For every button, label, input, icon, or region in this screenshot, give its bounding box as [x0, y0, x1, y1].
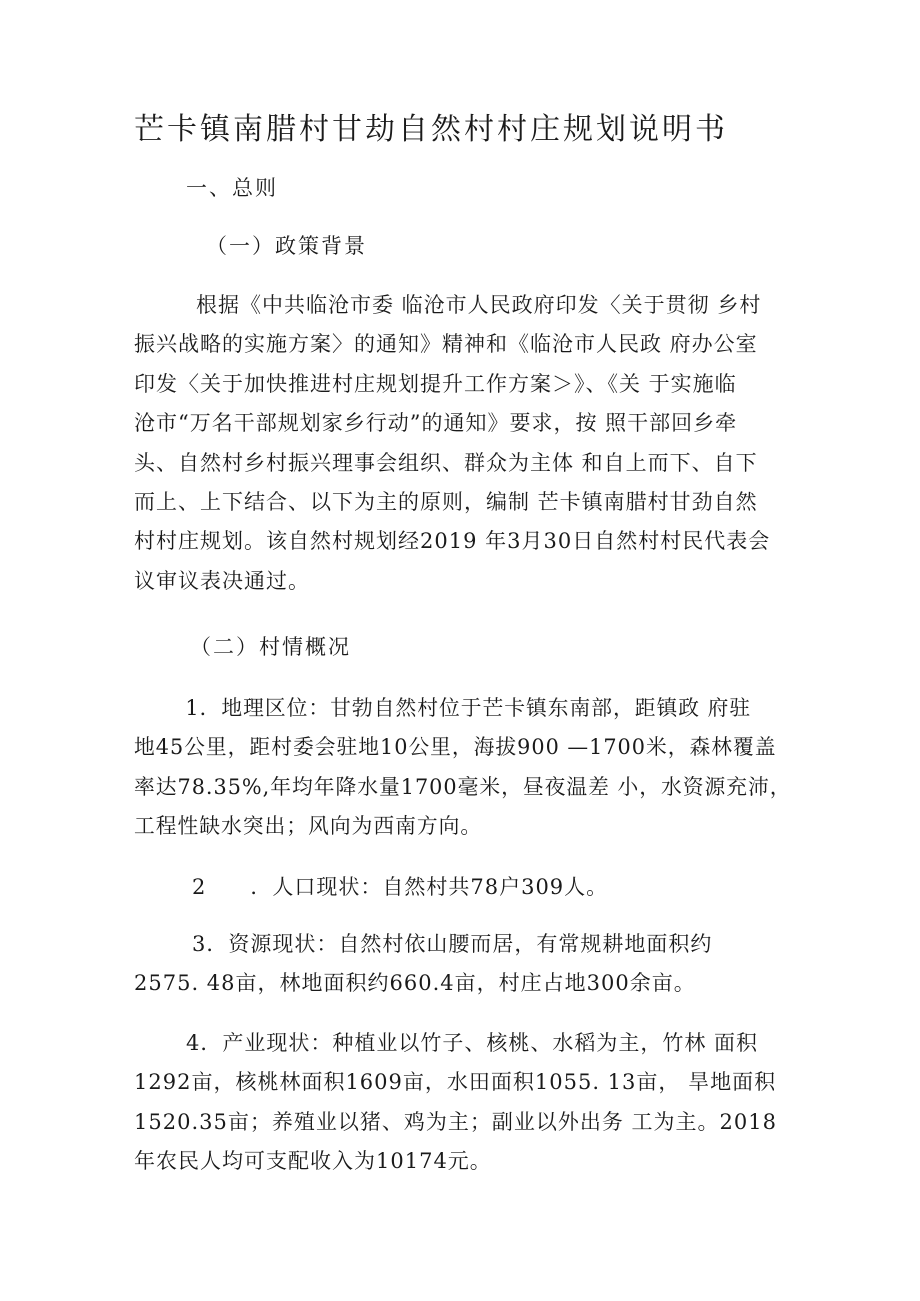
- paragraph-line: 1．地理区位：甘勃自然村位于芒卡镇东南部，距镇政 府驻: [185, 696, 752, 720]
- paragraph-line: 根据《中共临沧市委 临沧市人民政府印发〈关于贯彻 乡村: [196, 293, 762, 317]
- paragraph-line: 2575. 48亩，林地面积约660.4亩，村庄占地300余亩。: [134, 971, 696, 996]
- paragraph-line: 地45公里，距村委会驻地10公里，海拔900 —1700米，森林覆盖: [134, 735, 777, 760]
- paragraph-line: 工程性缺水突出；风向为西南方向。: [134, 814, 483, 839]
- paragraph-line: 头、自然村乡村振兴理事会组织、群众为主体 和自上而下、自下: [134, 450, 758, 475]
- paragraph-line: 年农民人均可支配收入为10174元。: [134, 1149, 492, 1174]
- paragraph-line: 印发〈关于加快推进村庄规划提升工作方案＞》、《关 于实施临: [134, 371, 737, 396]
- paragraph-line: 率达78.35%,年均年降水量1700毫米，昼夜温差 小，水资源充沛，: [134, 774, 792, 799]
- paragraph-industry: [134, 1024, 777, 1182]
- paragraph-line: 2 ．人口现状：自然村共78户309人。: [192, 875, 609, 899]
- paragraph-line: 议审议表决通过。: [134, 568, 310, 593]
- subsection-heading-policy-background: （一）政策背景: [206, 234, 367, 258]
- paragraph-line: 村村庄规划。该自然村规划经2019 年3月30日自然村村民代表会: [134, 529, 771, 554]
- section-heading-general: 一、总则: [186, 176, 278, 200]
- paragraph-line: 而上、上下结合、以下为主的原则，编制 芒卡镇南腊村甘劲自然: [134, 489, 758, 514]
- paragraph-resources: [134, 925, 712, 1004]
- paragraph-geographic-location: [134, 689, 799, 847]
- paragraph-line: 沧市“万名干部规划家乡行动”的通知》要求，按 照干部回乡牵: [134, 411, 738, 436]
- document-title: 芒卡镇南腊村甘劫自然村村庄规划说明书: [134, 112, 728, 147]
- paragraph-policy-background: [134, 286, 770, 601]
- paragraph-line: 1520.35亩；养殖业以猪、鸡为主；副业以外出务 工为主。2018: [134, 1109, 777, 1134]
- subsection-heading-village-overview: （二）村情概况: [190, 635, 351, 659]
- paragraph-line: 振兴战略的实施方案〉的通知》精神和《临沧市人民政 府办公室: [134, 332, 758, 357]
- paragraph-line: 4．产业现状：种植业以竹子、核桃、水稻为主，竹林 面积: [186, 1031, 759, 1055]
- paragraph-line: 1292亩，核桃林面积1609亩，水田面积1055. 13亩， 旱地面积: [134, 1070, 777, 1095]
- paragraph-population: [134, 868, 608, 907]
- paragraph-line: 3．资源现状：自然村依山腰而居，有常规耕地面积约: [192, 932, 713, 956]
